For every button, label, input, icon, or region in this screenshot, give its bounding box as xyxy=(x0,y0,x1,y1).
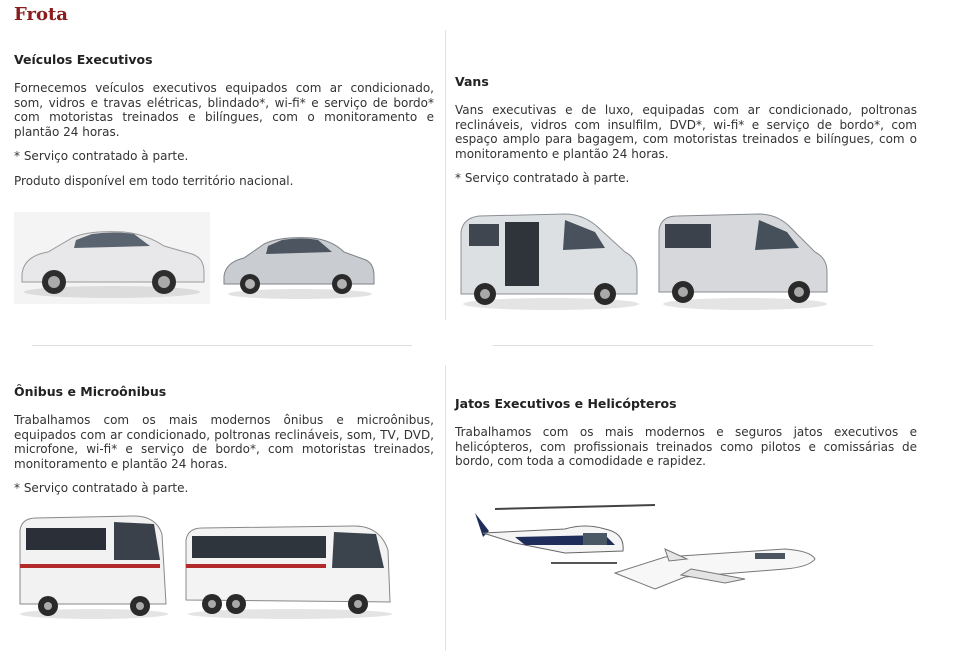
row-divider-left xyxy=(32,345,412,346)
sedan-white-image xyxy=(14,212,210,304)
section-description: Trabalhamos com os mais modernos ônibus e microônibus, equipados com ar condicionado, poltronas reclináveis, som, TV, DVD, microfone, wi-fi* e serviço de bordo*, com motoristas treinados, monitoramento e plantão 24 horas. xyxy=(14,413,434,471)
section-jets-helicopters xyxy=(455,396,917,597)
section-note: * Serviço contratado à parte. xyxy=(14,481,189,495)
section-vans xyxy=(455,74,917,312)
section-description: Fornecemos veículos executivos equipados com ar condicionado, som, vidros e travas elétricas, blindado*, wi-fi* e serviço de bordo* com motoristas treinados e bilíngues, com o monitoramento e plantão 24 horas. xyxy=(14,81,434,139)
section-extra: Produto disponível em todo território nacional. xyxy=(14,173,294,188)
coach-bus-image xyxy=(182,520,394,620)
van-open-door-image xyxy=(455,208,641,312)
section-title: Jatos Executivos e Helicópteros xyxy=(455,396,677,411)
section-note: * Serviço contratado à parte. xyxy=(455,171,630,185)
section-note: * Serviço contratado à parte. xyxy=(14,149,189,163)
column-divider-top xyxy=(445,30,446,320)
van-sprinter-image xyxy=(655,208,831,312)
section-title: Ônibus e Microônibus xyxy=(14,384,167,399)
section-title: Veículos Executivos xyxy=(14,52,153,67)
row-divider-right xyxy=(493,345,873,346)
section-description: Vans executivas e de luxo, equipadas com ar condicionado, poltronas reclináveis, vidros com insulfilm, DVD*, wi-fi* e serviço de bordo*, com espaço amplo para bagagem, com motoristas treinados e bilíngues, com o monitoramento e plantão 24 horas. xyxy=(455,103,917,161)
section-title: Vans xyxy=(455,74,489,89)
section-buses xyxy=(14,384,434,620)
helicopter-jet-image xyxy=(455,493,825,597)
microbus-image xyxy=(14,512,170,620)
section-executive-vehicles xyxy=(14,52,434,304)
section-description: Trabalhamos com os mais modernos e seguros jatos executivos e helicópteros, com profissionais treinados como pilotos e comissárias de bordo, com toda a comodidade e rapidez. xyxy=(455,425,917,468)
page-title: Frota xyxy=(14,4,68,25)
sedan-silver-image xyxy=(220,222,376,304)
column-divider-bottom xyxy=(445,365,446,651)
